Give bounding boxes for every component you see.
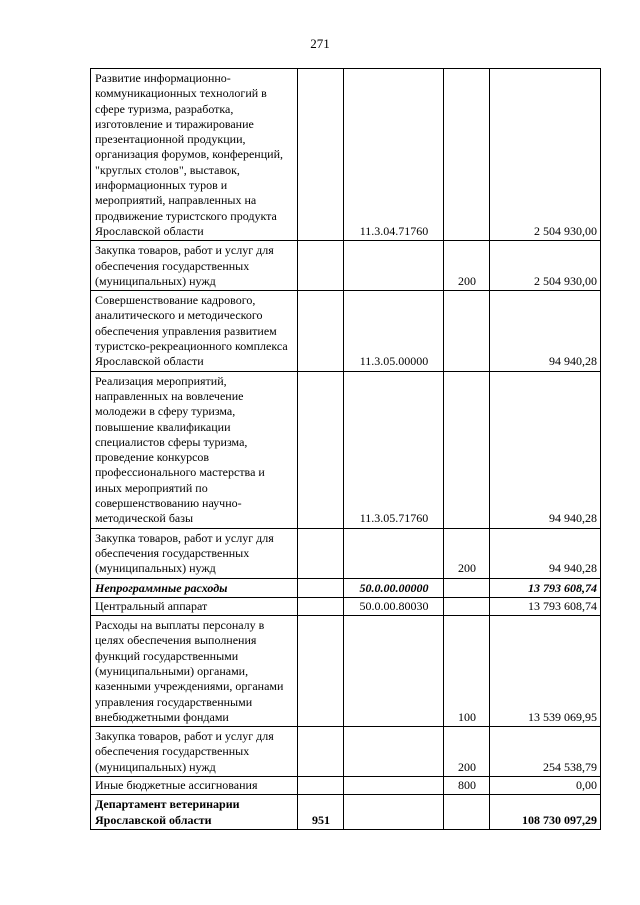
row-expense-type-cell: 200 (444, 528, 490, 578)
row-name-cell: Закупка товаров, работ и услуг для обеспечения государственных (муниципальных) нужд (91, 727, 298, 777)
budget-table (90, 68, 601, 830)
row-department-code-cell (298, 597, 344, 615)
row-amount-cell: 2 504 930,00 (490, 241, 601, 291)
table-row (91, 597, 601, 615)
row-target-code-cell: 11.3.04.71760 (344, 69, 444, 241)
row-name-cell: Закупка товаров, работ и услуг для обеспечения государственных (муниципальных) нужд (91, 528, 298, 578)
row-expense-type-cell (444, 371, 490, 528)
row-amount-cell: 94 940,28 (490, 291, 601, 371)
row-target-code-cell (344, 727, 444, 777)
row-expense-type-cell (444, 795, 490, 830)
row-amount-cell: 13 793 608,74 (490, 597, 601, 615)
row-name-cell: Совершенствование кадрового, аналитического и методического обеспечения управления развитием туристско-рекреационного комплекса Ярославской области (91, 291, 298, 371)
row-expense-type-cell (444, 291, 490, 371)
row-amount-cell: 94 940,28 (490, 371, 601, 528)
row-expense-type-cell: 800 (444, 777, 490, 795)
row-name-cell: Реализация мероприятий, направленных на вовлечение молодежи в сферу туризма, повышение квалификации специалистов сферы туризма, проведение конкурсов профессионального мастерства и иных мероприятий по совершенствованию научно-методической базы (91, 371, 298, 528)
row-amount-cell: 94 940,28 (490, 528, 601, 578)
row-expense-type-cell (444, 578, 490, 597)
row-department-code-cell (298, 241, 344, 291)
table-row (91, 241, 601, 291)
row-target-code-cell: 50.0.00.00000 (344, 578, 444, 597)
row-amount-cell: 0,00 (490, 777, 601, 795)
table-row (91, 795, 601, 830)
row-department-code-cell (298, 616, 344, 727)
row-expense-type-cell (444, 69, 490, 241)
table-row (91, 777, 601, 795)
row-expense-type-cell: 200 (444, 727, 490, 777)
page-number: 271 (310, 36, 330, 51)
row-name-cell: Департамент ветеринарии Ярославской области (91, 795, 298, 830)
row-department-code-cell (298, 371, 344, 528)
row-expense-type-cell: 200 (444, 241, 490, 291)
row-department-code-cell (298, 578, 344, 597)
row-name-cell: Расходы на выплаты персоналу в целях обеспечения выполнения функций государственными (муниципальными) органами, казенными учреждениями, органами управления государственными внебюджетными фондами (91, 616, 298, 727)
row-name-cell: Закупка товаров, работ и услуг для обеспечения государственных (муниципальных) нужд (91, 241, 298, 291)
row-target-code-cell (344, 528, 444, 578)
row-department-code-cell (298, 528, 344, 578)
table-row (91, 69, 601, 241)
row-target-code-cell: 50.0.00.80030 (344, 597, 444, 615)
row-name-cell: Центральный аппарат (91, 597, 298, 615)
row-target-code-cell (344, 616, 444, 727)
row-department-code-cell (298, 69, 344, 241)
table-row (91, 291, 601, 371)
row-target-code-cell: 11.3.05.71760 (344, 371, 444, 528)
table-row (91, 616, 601, 727)
row-expense-type-cell: 100 (444, 616, 490, 727)
row-name-cell: Непрограммные расходы (91, 578, 298, 597)
row-department-code-cell (298, 291, 344, 371)
row-target-code-cell (344, 777, 444, 795)
row-amount-cell: 2 504 930,00 (490, 69, 601, 241)
row-department-code-cell (298, 777, 344, 795)
budget-table-body (91, 69, 601, 830)
row-target-code-cell: 11.3.05.00000 (344, 291, 444, 371)
row-amount-cell: 254 538,79 (490, 727, 601, 777)
row-name-cell: Развитие информационно-коммуникационных технологий в сфере туризма, разработка, изготовление и тиражирование презентационной продукции, организация форумов, конференций, "круглых столов", выставок, информационных туров и мероприятий, направленных на продвижение туристского продукта Ярославской области (91, 69, 298, 241)
row-name-cell: Иные бюджетные ассигнования (91, 777, 298, 795)
table-row (91, 528, 601, 578)
row-amount-cell: 13 793 608,74 (490, 578, 601, 597)
row-amount-cell: 108 730 097,29 (490, 795, 601, 830)
table-row (91, 578, 601, 597)
table-row (91, 727, 601, 777)
row-expense-type-cell (444, 597, 490, 615)
row-target-code-cell (344, 795, 444, 830)
row-target-code-cell (344, 241, 444, 291)
row-department-code-cell: 951 (298, 795, 344, 830)
row-department-code-cell (298, 727, 344, 777)
table-row (91, 371, 601, 528)
row-amount-cell: 13 539 069,95 (490, 616, 601, 727)
